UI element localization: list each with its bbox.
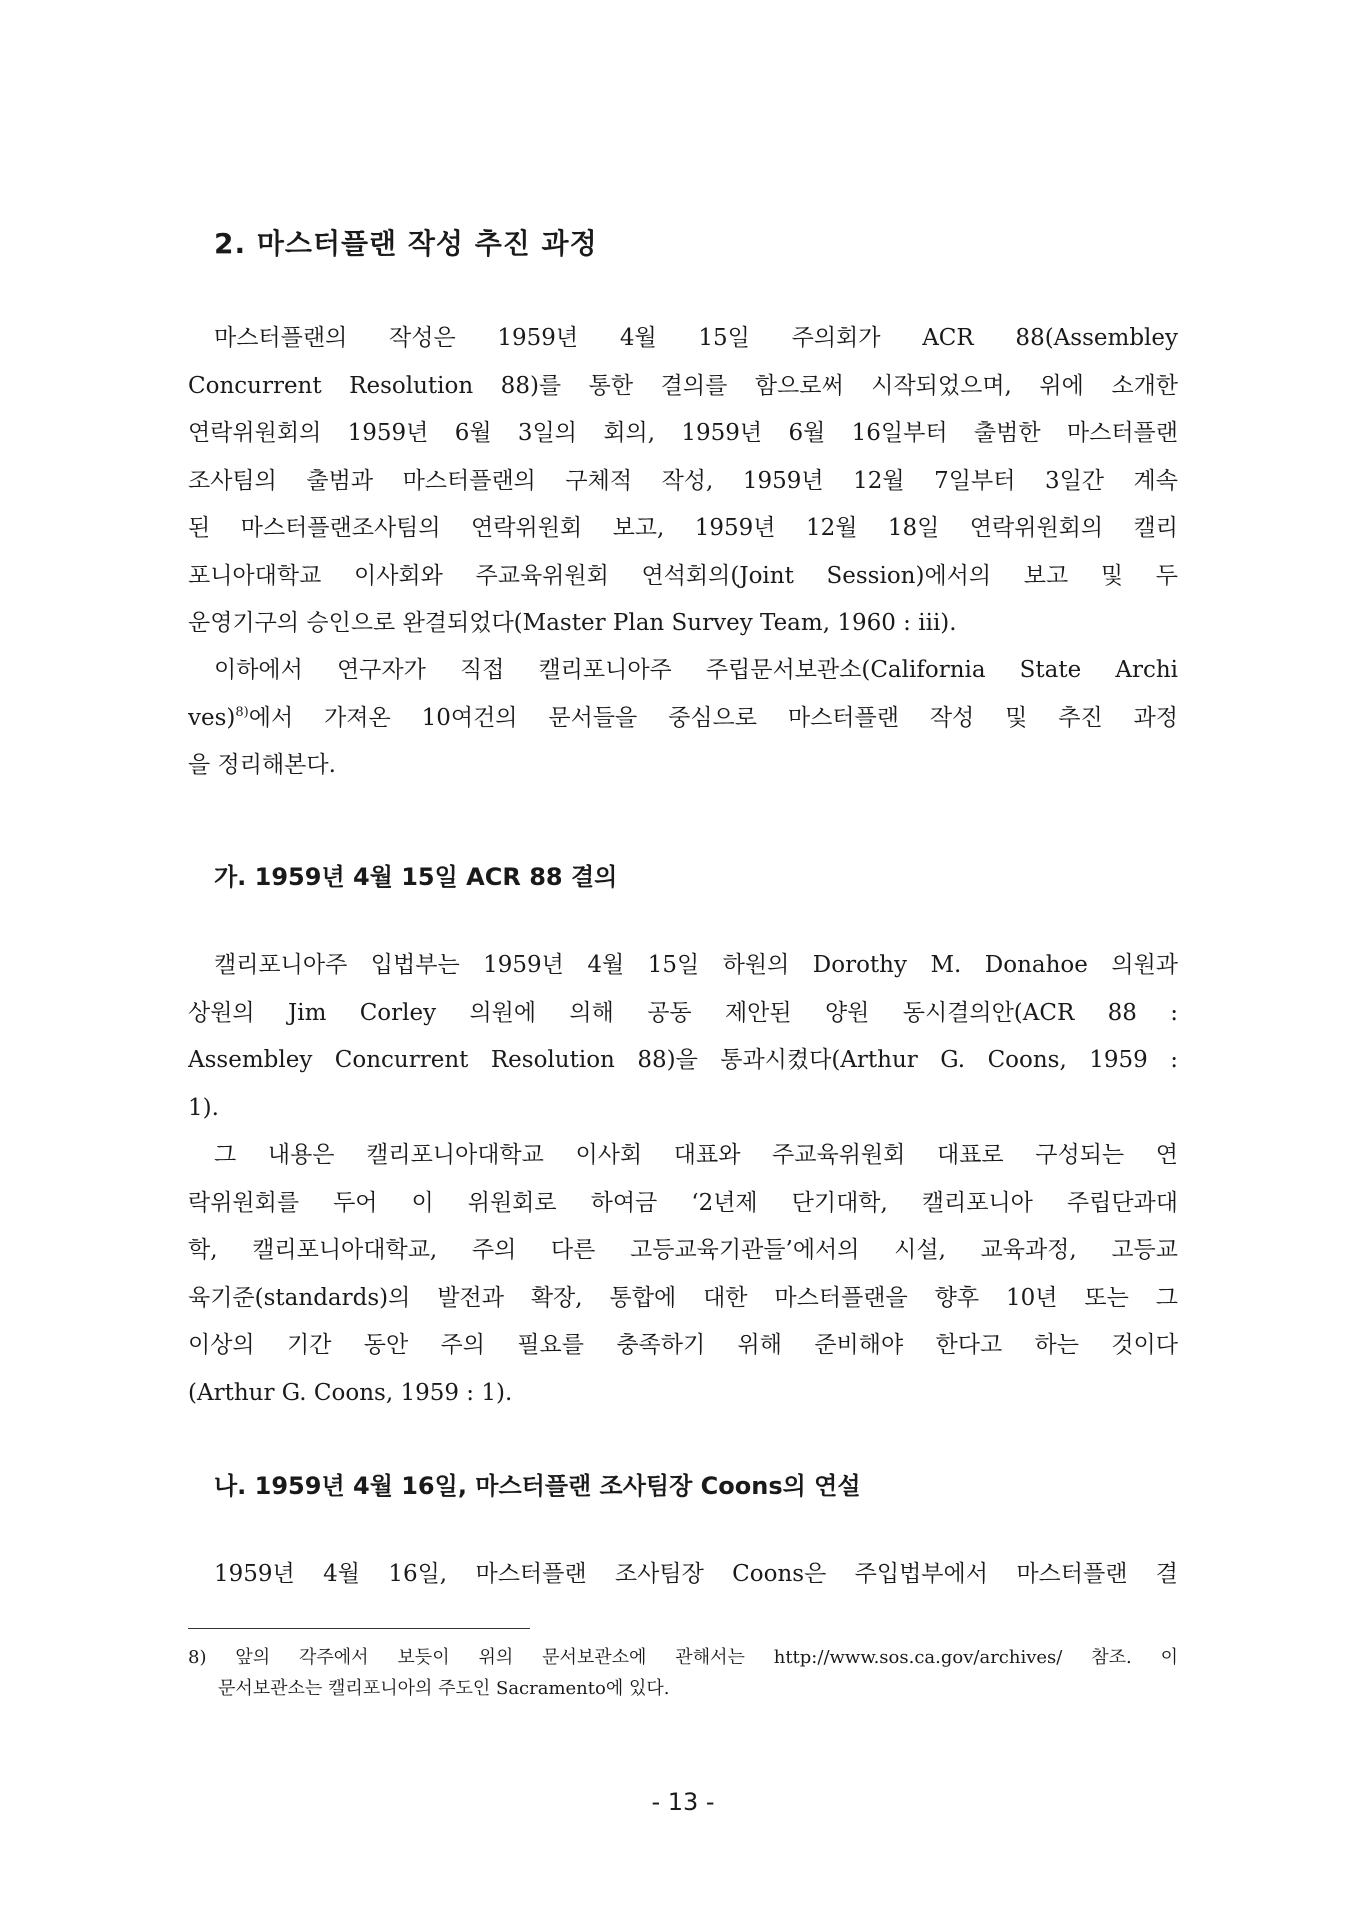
subsection-b-heading: 나. 1959년 4월 16일, 마스터플랜 조사팀장 Coons의 연설: [214, 1472, 861, 1500]
coons-paragraph: [188, 1551, 1178, 1599]
acr-paragraph: [188, 942, 1178, 1132]
text-line: 육기준(standards)의 발전과 확장, 통합에 대한 마스터플랜을 향후 10년 또는 그: [188, 1284, 1178, 1311]
text-line: 이하에서 연구자가 직접 캘리포니아주 주립문서보관소(California State Archi: [214, 657, 1178, 683]
footnote: [188, 1642, 1178, 1704]
section-heading: 2. 마스터플랜 작성 추진 과정: [214, 227, 598, 260]
subsection-a-heading: 가. 1959년 4월 15일 ACR 88 결의: [214, 863, 618, 891]
text-line: 그 내용은 캘리포니아대학교 이사회 대표와 주교육위원회 대표로 구성되는 연: [214, 1142, 1178, 1168]
intro-paragraph: [188, 315, 1178, 648]
text-line: 학, 캘리포니아대학교, 주의 다른 고등교육기관들’에서의 시설, 교육과정, 고등교: [188, 1237, 1178, 1263]
footnote-reference: 8): [235, 704, 249, 720]
text-line: 된 마스터플랜조사팀의 연락위원회 보고, 1959년 12월 18일 연락위원회의 캘리: [188, 515, 1178, 541]
text-line: 캘리포니아주 입법부는 1959년 4월 15일 하원의 Dorothy M. Donahoe 의원과: [214, 952, 1178, 978]
text-line: 연락위원회의 1959년 6월 3일의 회의, 1959년 6월 16일부터 출범한 마스터플랜: [188, 420, 1178, 446]
footnote-line: 문서보관소는 캘리포니아의 주도인 Sacramento에 있다.: [218, 1678, 670, 1699]
text-line: 포니아대학교 이사회와 주교육위원회 연석회의(Joint Session)에서의 보고 및 두: [188, 562, 1178, 589]
text-line: Concurrent Resolution 88)를 통한 결의를 함으로써 시작되었으며, 위에 소개한: [188, 372, 1178, 399]
text-fragment: 에서 가져온 10여건의 문서들을 중심으로 마스터플랜 작성 및 추진 과정: [248, 704, 1178, 731]
text-line: 마스터플랜의 작성은 1959년 4월 15일 주의회가 ACR 88(Assembley: [214, 325, 1178, 351]
text-line: 운영기구의 승인으로 완결되었다(Master Plan Survey Team, 1960 : iii).: [188, 610, 957, 636]
document-page: [188, 0, 1178, 1920]
text-line: Assembley Concurrent Resolution 88)을 통과시켰다(Arthur G. Coons, 1959 :: [188, 1047, 1178, 1073]
text-fragment: ves): [188, 704, 236, 731]
text-line: 1).: [188, 1094, 219, 1121]
text-line: 상원의 Jim Corley 의원에 의해 공동 제안된 양원 동시결의안(ACR 88 :: [188, 999, 1178, 1026]
archive-paragraph: [188, 647, 1178, 790]
text-line: [188, 695, 1178, 743]
page-number: - 13 -: [651, 1788, 715, 1816]
text-line: 1959년 4월 16일, 마스터플랜 조사팀장 Coons은 주입법부에서 마스터플랜 결: [214, 1561, 1178, 1587]
text-line: (Arthur G. Coons, 1959 : 1).: [188, 1379, 513, 1406]
text-line: 을 정리해본다.: [188, 752, 336, 778]
footnote-divider: [188, 1628, 530, 1629]
text-line: 조사팀의 출범과 마스터플랜의 구체적 작성, 1959년 12월 7일부터 3일간 계속: [188, 467, 1178, 494]
text-line: 이상의 기간 동안 주의 필요를 충족하기 위해 준비해야 한다고 하는 것이다: [188, 1332, 1178, 1358]
footnote-line: 8) 앞의 각주에서 보듯이 위의 문서보관소에 관해서는 http://www.sos.ca.gov/archives/ 참조. 이: [188, 1647, 1178, 1668]
text-line: 락위원회를 두어 이 위원회로 하여금 ‘2년제 단기대학, 캘리포니아 주립단과대: [188, 1189, 1178, 1216]
contents-paragraph: [188, 1132, 1178, 1417]
